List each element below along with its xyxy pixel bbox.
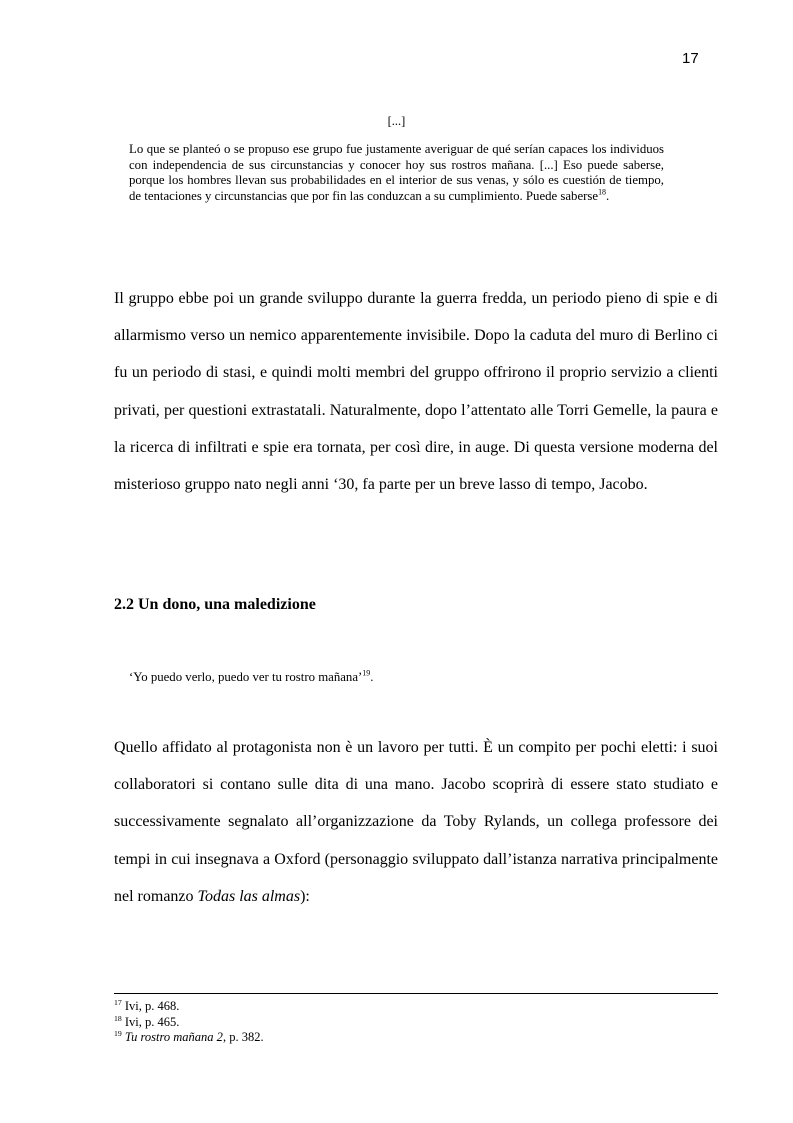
footnote-number: 17: [114, 997, 122, 1007]
footnote-number: 19: [114, 1028, 122, 1038]
paragraph-1: Il gruppo ebbe poi un grande sviluppo durante la guerra fredda, un periodo pieno di spie e di allarmismo verso un nemico apparentemente invisibile. Dopo la caduta del muro di Berlino ci fu un periodo di stasi, e quindi molti membri del gruppo offrirono il proprio servizio a clienti privati, per questioni extrastatali. Naturalmente, dopo l’attentato alle Torri Gemelle, la paura e la ricerca di infiltrati e spie era tornata, per così dire, in auge. Di questa versione moderna del misterioso gruppo nato negli anni ‘30, fa parte per un breve lasso di tempo, Jacobo.: [114, 290, 718, 494]
paragraph-2: [114, 729, 718, 915]
footnote-ref-18: 18: [598, 187, 606, 197]
footnote-17: [114, 999, 264, 1015]
footnote-text: Ivi, p. 465.: [124, 1014, 180, 1029]
epigraph-end: .: [370, 670, 374, 684]
footnote-italic-title: Tu rostro mañana 2: [124, 1030, 223, 1044]
footnote-text: Ivi, p. 468.: [124, 999, 180, 1013]
book-title: Todas las almas: [197, 887, 301, 905]
quote-ellipsis: [...]: [387, 114, 406, 128]
footnote-number: 18: [114, 1013, 122, 1023]
paragraph-2-text: Quello affidato al protagonista non è un lavoro per tutti. È un compito per pochi eletti: i suoi collaboratori si contano sulle dita di una mano. Jacobo scoprirà di essere stato studiato e successivamente segnalato all’organizzazione da Toby Rylands, un collega professore dei tempi in cui insegnava a Oxford (personaggio sviluppato dall’istanza narrativa principalmente nel romanzo: [114, 739, 718, 905]
section-heading: 2.2 Un dono, una maledizione: [114, 596, 316, 613]
page-number: 17: [682, 50, 699, 67]
footnote-divider: [114, 993, 718, 994]
epigraph-text: ‘Yo puedo verlo, puedo ver tu rostro mañana’: [129, 670, 363, 684]
footnotes: [114, 999, 264, 1046]
footnote-text: , p. 382.: [222, 1030, 264, 1044]
epigraph: [129, 670, 373, 685]
footnote-18: [114, 1015, 264, 1031]
block-quote: [129, 142, 664, 204]
footnote-ref-19: 19: [362, 668, 371, 678]
paragraph-2-end: ):: [300, 887, 310, 905]
block-quote-text: Lo que se planteó o se propuso ese grupo fue justamente averiguar de qué serían capaces los individuos con independencia de sus circunstancias y conocer hoy sus rostros mañana. [...] Eso puede saberse, porque los hombres llevan sus probabilidades en el interior de sus venas, y sólo es cuestión de tiempo, de tentaciones y circunstancias que por fin las conduzcan a su cumplimiento. Puede saberse: [129, 142, 664, 203]
block-quote-end: .: [605, 188, 610, 203]
footnote-19: [114, 1030, 264, 1046]
